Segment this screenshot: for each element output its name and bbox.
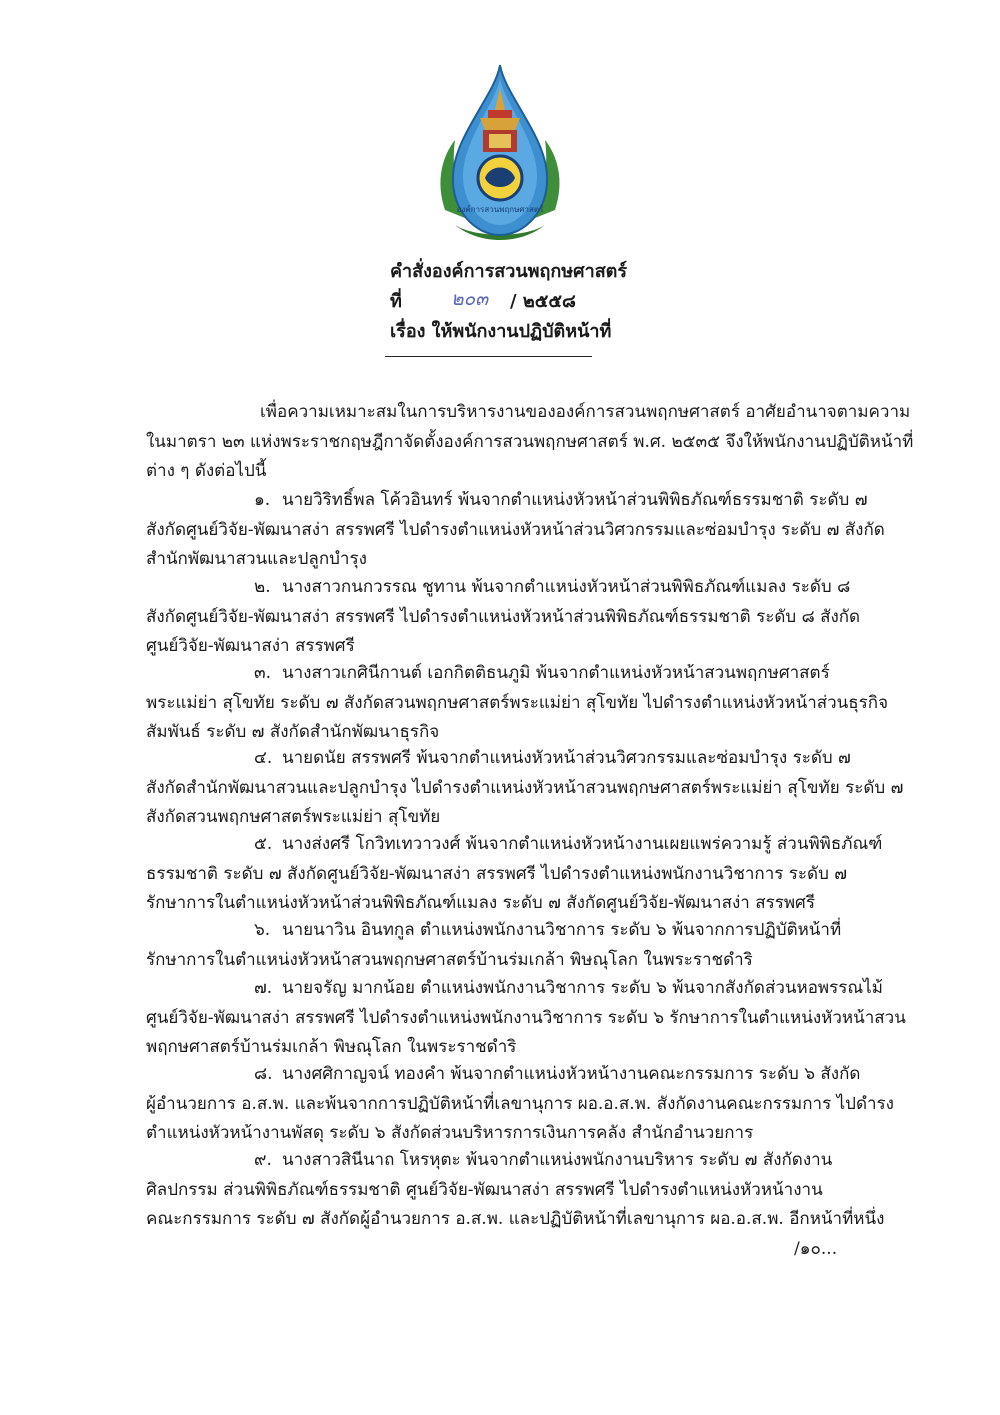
- order-number: [390, 286, 576, 315]
- list-item: ๕. นางส่งศรี โกวิทเทวาวงศ์ พ้นจากตำแหน่งหัวหน้างานเผยแพร่ความรู้ ส่วนพิพิธภัณฑ์ ธรรมชาติ ระดับ ๗ สังกัดศูนย์วิจัย-พัฒนาสง่า สรรพศรี ไปดำรงตำแหน่งพนักงานวิชาการ ระดับ ๗ รักษาการในตำแหน่งหัวหน้าส่วนพิพิธภัณฑ์แมลง ระดับ ๗ สังกัดศูนย์วิจัย-พัฒนาสง่า สรรพศรี: [146, 834, 883, 913]
- number-year: / ๒๕๕๘: [510, 291, 576, 312]
- continuation-marker: /๑๐...: [794, 1239, 838, 1259]
- list-item: ๖. นายนาวิน อินทกูล ตำแหน่งพนักงานวิชาการ ระดับ ๖ พ้นจากการปฏิบัติหน้าที่ รักษาการในตำแหน่งหัวหน้าสวนพฤกษศาสตร์บ้านร่มเกล้า พิษณุโลก ในพระราชดำริ: [146, 920, 842, 970]
- svg-text:องค์การสวนพฤกษศาสตร์: องค์การสวนพฤกษศาสตร์: [456, 205, 544, 214]
- heading-underline: [385, 356, 592, 357]
- list-item: ๔. นายดนัย สรรพศรี พ้นจากตำแหน่งหัวหน้าส่วนวิศวกรรมและซ่อมบำรุง ระดับ ๗ สังกัดสำนักพัฒนาสวนและปลูกบำรุง ไปดำรงตำแหน่งหัวหน้าสวนพฤกษศาสตร์พระแม่ย่า สุโขทัย ระดับ ๗ สังกัดสวนพฤกษศาสตร์พระแม่ย่า สุโขทัย: [146, 748, 904, 827]
- order-subject: เรื่อง ให้พนักงานปฏิบัติหน้าที่: [390, 321, 612, 342]
- handwritten-number: ๒๐๓: [451, 288, 489, 310]
- organization-logo: [425, 60, 575, 250]
- list-item: ๓. นางสาวเกศินีกานต์ เอกกิตติธนภูมิ พ้นจากตำแหน่งหัวหน้าสวนพฤกษศาสตร์ พระแม่ย่า สุโขทัย ระดับ ๗ สังกัดสวนพฤกษศาสตร์พระแม่ย่า สุโขทัย ไปดำรงตำแหน่งหัวหน้าส่วนธุรกิจ สัมพันธ์ ระดับ ๗ สังกัดสำนักพัฒนาธุรกิจ: [146, 663, 889, 742]
- order-title: คำสั่งองค์การสวนพฤกษศาสตร์: [390, 261, 628, 282]
- number-label: ที่: [390, 291, 402, 312]
- list-item: ๑. นายวิริทธิ์พล โค้วอินทร์ พ้นจากตำแหน่งหัวหน้าส่วนพิพิธภัณฑ์ธรรมชาติ ระดับ ๗ สังกัดศูนย์วิจัย-พัฒนาสง่า สรรพศรี ไปดำรงตำแหน่งหัวหน้าส่วนวิศวกรรมและซ่อมบำรุง ระดับ ๗ สังกัด สำนักพัฒนาสวนและปลูกบำรุง: [146, 490, 885, 569]
- list-item: ๙. นางสาวสินีนาถ โหรหุตะ พ้นจากตำแหน่งพนักงานบริหาร ระดับ ๗ สังกัดงาน ศิลปกรรม ส่วนพิพิธภัณฑ์ธรรมชาติ ศูนย์วิจัย-พัฒนาสง่า สรรพศรี ไปดำรงตำแหน่งหัวหน้างาน คณะกรรมการ ระดับ ๗ สังกัดผู้อำนวยการ อ.ส.พ. และปฏิบัติหน้าที่เลขานุการ ผอ.อ.ส.พ. อีกหน้าที่หนึ่ง: [146, 1150, 885, 1229]
- list-item: ๘. นางศศิกาญจน์ ทองคำ พ้นจากตำแหน่งหัวหน้างานคณะกรรมการ ระดับ ๖ สังกัด ผู้อำนวยการ อ.ส.พ. และพ้นจากการปฏิบัติหน้าที่เลขานุการ ผอ.อ.ส.พ. สังกัดงานคณะกรรมการ ไปดำรง ตำแหน่งหัวหน้างานพัสดุ ระดับ ๖ สังกัดส่วนบริหารการเงินการคลัง สำนักอำนวยการ: [146, 1064, 894, 1143]
- preamble: เพื่อความเหมาะสมในการบริหารงานขององค์การสวนพฤกษศาสตร์ อาศัยอำนาจตามความ ในมาตรา ๒๓ แห่งพระราชกฤษฎีกาจัดตั้งองค์การสวนพฤกษศาสตร์ พ.ศ. ๒๕๓๕ จึงให้พนักงานปฏิบัติหน้าที่ ต่าง ๆ ดังต่อไปนี้: [146, 402, 914, 481]
- list-item: ๒. นางสาวกนกวรรณ ชูทาน พ้นจากตำแหน่งหัวหน้าส่วนพิพิธภัณฑ์แมลง ระดับ ๘ สังกัดศูนย์วิจัย-พัฒนาสง่า สรรพศรี ไปดำรงตำแหน่งหัวหน้าส่วนพิพิธภัณฑ์ธรรมชาติ ระดับ ๘ สังกัด ศูนย์วิจัย-พัฒนาสง่า สรรพศรี: [146, 577, 861, 656]
- list-item: ๗. นายจรัญ มากน้อย ตำแหน่งพนักงานวิชาการ ระดับ ๖ พ้นจากสังกัดส่วนหอพรรณไม้ ศูนย์วิจัย-พัฒนาสง่า สรรพศรี ไปดำรงตำแหน่งพนักงานวิชาการ ระดับ ๖ รักษาการในตำแหน่งหัวหน้าสวน พฤกษศาสตร์บ้านร่มเกล้า พิษณุโลก ในพระราชดำริ: [146, 978, 906, 1057]
- logo-emblem: [425, 60, 575, 250]
